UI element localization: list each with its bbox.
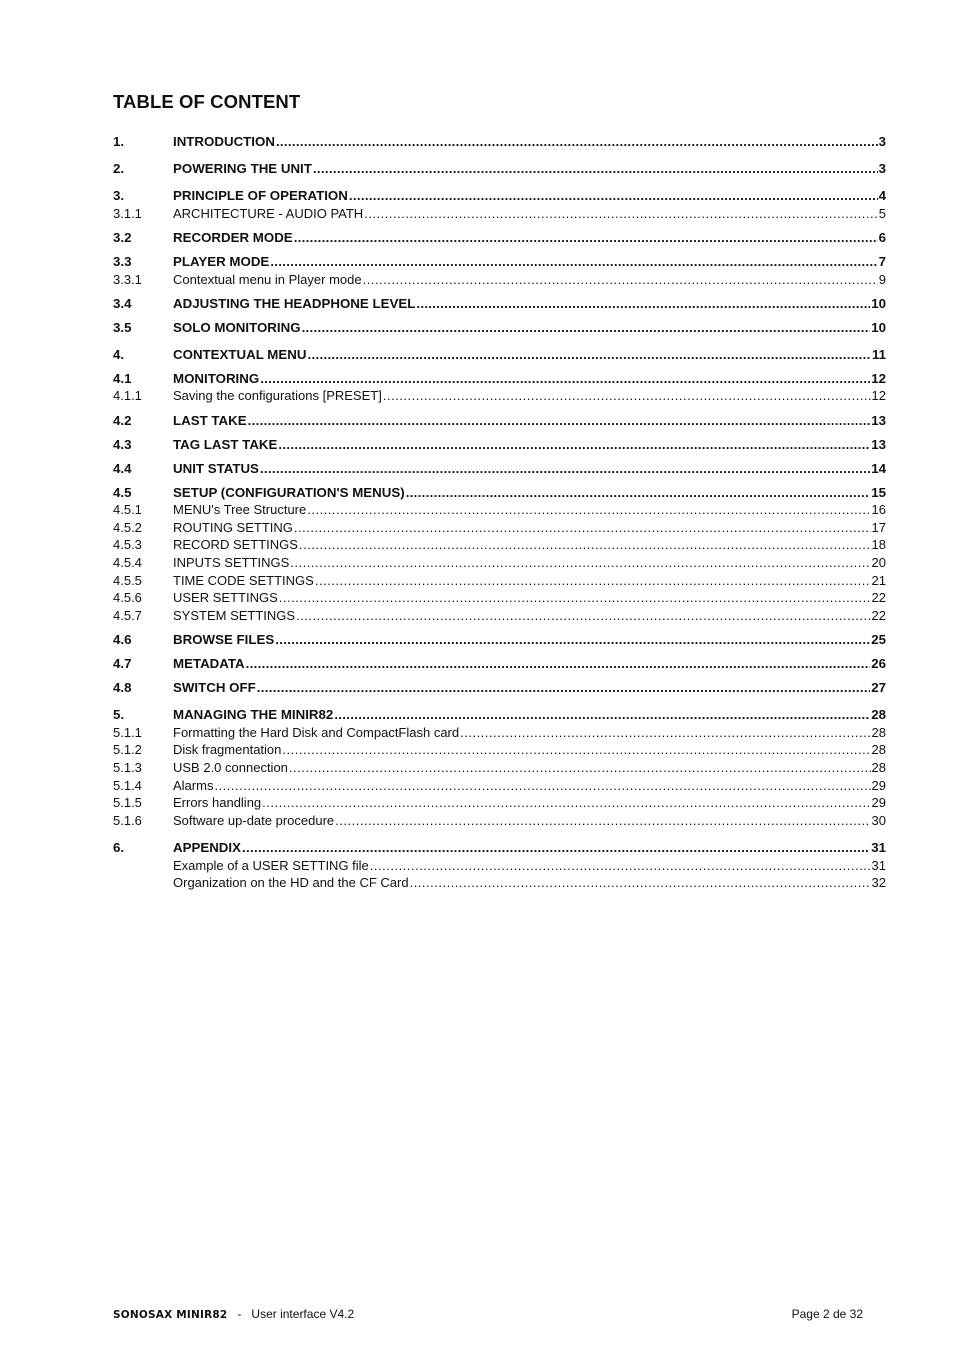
toc-dot-leader: [214, 778, 870, 794]
toc-dot-leader: [290, 555, 870, 571]
toc-entry-number: 4.5.1: [113, 502, 142, 517]
toc-entry-page: 29: [871, 795, 886, 810]
toc-entry-page: 11: [871, 347, 886, 362]
toc-dot-leader: [260, 371, 870, 387]
toc-entry[interactable]: [113, 590, 886, 606]
toc-entry-page: 28: [871, 707, 886, 722]
toc-dot-leader: [313, 161, 878, 177]
toc-entry-page: 3: [878, 161, 886, 176]
toc-entry-title: ROUTING SETTING: [173, 520, 293, 535]
toc-entry[interactable]: [113, 461, 886, 477]
toc-entry-title: SWITCH OFF: [173, 680, 256, 695]
toc-entry-page: 15: [871, 485, 886, 500]
footer-page-number: Page 2 de 32: [791, 1307, 863, 1321]
toc-entry-number: 3.5: [113, 320, 132, 335]
footer-doc-title: User interface V4.2: [251, 1307, 355, 1321]
toc-entry-page: 27: [871, 680, 886, 695]
toc-entry-number: 5.: [113, 707, 125, 722]
toc-entry[interactable]: [113, 347, 886, 363]
toc-entry-title: ADJUSTING THE HEADPHONE LEVEL: [173, 296, 416, 311]
toc-entry-number: 5.1.1: [113, 725, 142, 740]
toc-entry-title: Contextual menu in Player mode: [173, 272, 362, 287]
toc-entry-page: 17: [871, 520, 886, 535]
toc-entry-number: 4.8: [113, 680, 132, 695]
toc-entry-page: 13: [871, 437, 886, 452]
toc-entry-title: ARCHITECTURE - AUDIO PATH: [173, 206, 364, 221]
toc-entry-page: 13: [871, 413, 886, 428]
toc-entry[interactable]: [113, 632, 886, 648]
toc-entry[interactable]: [113, 725, 886, 741]
toc-entry-number: 5.1.5: [113, 795, 142, 810]
toc-dot-leader: [302, 320, 871, 336]
toc-entry[interactable]: [113, 206, 886, 222]
toc-entry-number: 5.1.6: [113, 813, 142, 828]
toc-entry-title: MENU's Tree Structure: [173, 502, 307, 517]
footer-left: [113, 1306, 354, 1323]
toc-entry-number: 4.5.5: [113, 573, 142, 588]
toc-entry-number: 4.7: [113, 656, 132, 671]
toc-entry[interactable]: [113, 230, 886, 246]
toc-entry-number: 6.: [113, 840, 125, 855]
toc-entry-title: INTRODUCTION: [173, 134, 275, 149]
page-footer: [113, 1306, 863, 1322]
toc-entry-number: 3.4: [113, 296, 132, 311]
toc-entry-title: PRINCIPLE OF OPERATION: [173, 188, 348, 203]
toc-entry-page: 16: [871, 502, 886, 517]
toc-entry-title: INPUTS SETTINGS: [173, 555, 290, 570]
toc-dot-leader: [257, 680, 870, 696]
toc-entry-number: 4.: [113, 347, 125, 362]
toc-entry-number: 4.5.2: [113, 520, 142, 535]
toc-entry-page: 14: [871, 461, 886, 476]
toc-entry-number: 4.5.3: [113, 537, 142, 552]
toc-entry-number: 4.5.7: [113, 608, 142, 623]
footer-separator: -: [237, 1307, 242, 1321]
toc-dot-leader: [242, 840, 870, 856]
toc-entry[interactable]: [113, 502, 886, 518]
toc-entry-title: USER SETTINGS: [173, 590, 278, 605]
page-title: TABLE OF CONTENT: [113, 91, 301, 112]
toc-entry-number: 3.1.1: [113, 206, 142, 221]
toc-entry-page: 28: [871, 725, 886, 740]
toc-entry-title: Organization on the HD and the CF Card: [173, 875, 409, 890]
toc-entry-title: CONTEXTUAL MENU: [173, 347, 307, 362]
toc-entry-title: BROWSE FILES: [173, 632, 275, 647]
toc-entry-page: 3: [878, 134, 886, 149]
toc-entry-number: 5.1.2: [113, 742, 142, 757]
toc-entry-number: 3.2: [113, 230, 132, 245]
toc-dot-leader: [289, 760, 871, 776]
toc-entry-title: LAST TAKE: [173, 413, 247, 428]
toc-entry-title: POWERING THE UNIT: [173, 161, 312, 176]
toc-entry[interactable]: [113, 707, 886, 723]
toc-entry[interactable]: [113, 813, 886, 829]
toc-entry-page: 31: [871, 858, 886, 873]
toc-entry-title: UNIT STATUS: [173, 461, 259, 476]
toc-entry[interactable]: [113, 778, 886, 794]
toc-dot-leader: [299, 537, 871, 553]
toc-entry[interactable]: [113, 555, 886, 571]
toc-entry[interactable]: [113, 134, 886, 150]
toc-dot-leader: [279, 590, 871, 606]
toc-entry-number: 4.1: [113, 371, 132, 386]
toc-entry[interactable]: [113, 537, 886, 553]
toc-entry-title: METADATA: [173, 656, 245, 671]
toc-entry-number: 4.4: [113, 461, 132, 476]
toc-entry-number: 5.1.4: [113, 778, 142, 793]
toc-entry-number: 3.3.1: [113, 272, 142, 287]
toc-dot-leader: [460, 725, 870, 741]
toc-entry-title: MANAGING THE MINIR82: [173, 707, 334, 722]
toc-entry-number: 3.: [113, 188, 125, 203]
toc-entry-page: 32: [871, 875, 886, 890]
toc-entry[interactable]: [113, 656, 886, 672]
toc-dot-leader: [282, 742, 870, 758]
toc-entry-page: 20: [871, 555, 886, 570]
toc-entry-title: PLAYER MODE: [173, 254, 270, 269]
toc-dot-leader: [335, 813, 870, 829]
toc-dot-leader: [363, 272, 878, 288]
toc-entry-page: 7: [878, 254, 886, 269]
toc-dot-leader: [276, 134, 878, 150]
toc-entry[interactable]: [113, 742, 886, 758]
toc-entry-page: 28: [871, 742, 886, 757]
toc-entry-page: 30: [871, 813, 886, 828]
toc-entry[interactable]: [113, 875, 886, 891]
toc-dot-leader: [278, 437, 870, 453]
toc-dot-leader: [294, 230, 878, 246]
toc-entry[interactable]: [113, 680, 886, 696]
toc-entry-page: 22: [871, 590, 886, 605]
toc-dot-leader: [370, 858, 871, 874]
toc-entry-number: 4.5: [113, 485, 132, 500]
toc-entry-number: 1.: [113, 134, 125, 149]
toc-entry-page: 10: [871, 320, 886, 335]
toc-entry-title: TIME CODE SETTINGS: [173, 573, 314, 588]
toc-entry[interactable]: [113, 760, 886, 776]
toc-entry[interactable]: [113, 388, 886, 404]
toc-entry-number: 4.1.1: [113, 388, 142, 403]
toc-entry[interactable]: [113, 296, 886, 312]
footer-brand: SONOSAX MINIR82: [113, 1309, 228, 1321]
toc-entry-page: 26: [871, 656, 886, 671]
toc-entry[interactable]: [113, 413, 886, 429]
toc-entry-page: 4: [878, 188, 886, 203]
toc-entry[interactable]: [113, 437, 886, 453]
toc-entry-title: Example of a USER SETTING file: [173, 858, 369, 873]
toc-entry-page: 28: [871, 760, 886, 775]
toc-entry-number: 5.1.3: [113, 760, 142, 775]
toc-dot-leader: [406, 485, 871, 501]
toc-entry-title: USB 2.0 connection: [173, 760, 288, 775]
toc-entry[interactable]: [113, 608, 886, 624]
toc-entry[interactable]: [113, 254, 886, 270]
toc-dot-leader: [275, 632, 870, 648]
toc-entry-page: 9: [878, 272, 886, 287]
toc-entry-page: 10: [871, 296, 886, 311]
toc-entry[interactable]: [113, 485, 886, 501]
toc-dot-leader: [262, 795, 870, 811]
toc-entry-title: Errors handling: [173, 795, 262, 810]
toc-entry-number: 3.3: [113, 254, 132, 269]
toc-entry[interactable]: [113, 320, 886, 336]
toc-entry-title: Software up-date procedure: [173, 813, 335, 828]
toc-entry[interactable]: [113, 188, 886, 204]
toc-entry-title: MONITORING: [173, 371, 260, 386]
toc-entry-page: 31: [871, 840, 886, 855]
toc-entry-number: 4.5.4: [113, 555, 142, 570]
toc-dot-leader: [294, 520, 871, 536]
toc-entry-page: 18: [871, 537, 886, 552]
toc-entry-page: 12: [871, 371, 886, 386]
toc-entry[interactable]: [113, 161, 886, 177]
toc-entry-page: 21: [871, 573, 886, 588]
toc-entry[interactable]: [113, 272, 886, 288]
toc-entry-title: Disk fragmentation: [173, 742, 282, 757]
toc-dot-leader: [349, 188, 878, 204]
toc-entry-title: RECORDER MODE: [173, 230, 293, 245]
toc-entry-number: 4.3: [113, 437, 132, 452]
toc-dot-leader: [334, 707, 870, 723]
toc-entry-title: SYSTEM SETTINGS: [173, 608, 296, 623]
toc-entry-number: 4.6: [113, 632, 132, 647]
toc-entry-title: TAG LAST TAKE: [173, 437, 278, 452]
toc-entry-number: 2.: [113, 161, 125, 176]
toc-entry[interactable]: [113, 520, 886, 536]
toc-entry-number: 4.5.6: [113, 590, 142, 605]
toc-entry-title: SOLO MONITORING: [173, 320, 301, 335]
toc-dot-leader: [246, 656, 871, 672]
toc-entry-page: 6: [878, 230, 886, 245]
toc-dot-leader: [410, 875, 871, 891]
toc-entry-page: 25: [871, 632, 886, 647]
toc-entry-title: Formatting the Hard Disk and CompactFlash card: [173, 725, 460, 740]
toc-entry[interactable]: [113, 573, 886, 589]
toc-entry[interactable]: [113, 858, 886, 874]
toc-entry[interactable]: [113, 840, 886, 856]
toc-entry-title: Alarms: [173, 778, 214, 793]
toc-entry-number: 4.2: [113, 413, 132, 428]
toc-dot-leader: [307, 347, 870, 363]
toc-dot-leader: [270, 254, 877, 270]
toc-dot-leader: [364, 206, 878, 222]
toc-dot-leader: [296, 608, 870, 624]
toc-entry[interactable]: [113, 371, 886, 387]
toc-entry-page: 5: [878, 206, 886, 221]
toc-entry-page: 22: [871, 608, 886, 623]
toc-dot-leader: [260, 461, 870, 477]
toc-dot-leader: [307, 502, 870, 518]
toc-entry-title: SETUP (CONFIGURATION'S MENUS): [173, 485, 405, 500]
toc-entry[interactable]: [113, 795, 886, 811]
toc-dot-leader: [315, 573, 871, 589]
toc-entry-page: 29: [871, 778, 886, 793]
toc-dot-leader: [383, 388, 871, 404]
toc-entry-title: RECORD SETTINGS: [173, 537, 298, 552]
toc-dot-leader: [248, 413, 871, 429]
toc-entry-title: APPENDIX: [173, 840, 241, 855]
toc-dot-leader: [416, 296, 870, 312]
toc-entry-page: 12: [871, 388, 886, 403]
toc-entry-title: Saving the configurations [PRESET]: [173, 388, 382, 403]
